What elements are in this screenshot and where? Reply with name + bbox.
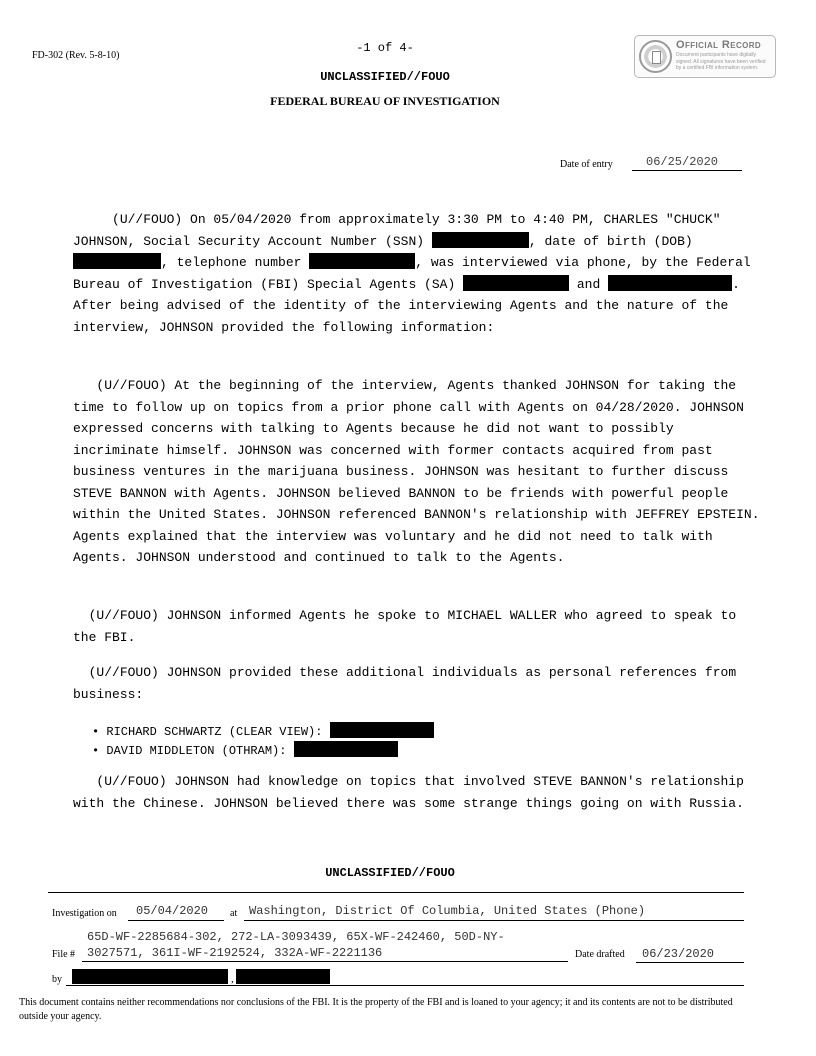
official-record-title: Official Record bbox=[676, 39, 762, 51]
file-number-line-2: 3027571, 361I-WF-2192524, 332A-WF-2221136 bbox=[87, 946, 383, 960]
paragraph-5: (U//FOUO) JOHNSON had knowledge on topics that involved STEVE BANNON's relationship with the Chinese. JOHNSON believed there was some strange things going on with Russia. bbox=[73, 774, 752, 811]
date-drafted-value: 06/23/2020 bbox=[642, 947, 715, 961]
location-underline bbox=[244, 920, 744, 921]
date-drafted-label: Date drafted bbox=[575, 949, 625, 960]
redaction-contact-2 bbox=[294, 741, 398, 757]
redaction-contact-1 bbox=[330, 722, 434, 738]
classification-header: UNCLASSIFIED//FOUO bbox=[320, 70, 450, 84]
paragraph-1 bbox=[73, 209, 763, 338]
p1-text-d: , was interviewed via phone, by the Federal Bureau of Investigation (FBI) Special Agents (SA) bbox=[73, 255, 759, 292]
investigation-label: Investigation on bbox=[52, 908, 117, 919]
date-of-entry-value: 06/25/2020 bbox=[632, 154, 742, 171]
redaction-phone bbox=[309, 253, 415, 269]
redaction-by-agent-2 bbox=[236, 969, 330, 984]
by-underline bbox=[66, 985, 744, 986]
disclaimer: This document contains neither recommendations nor conclusions of the FBI. It is the property of the FBI and is loaned to your agency; it and its contents are not to be distributed outside your agency. bbox=[19, 997, 733, 1022]
investigation-date: 05/04/2020 bbox=[136, 904, 209, 918]
at-label: at bbox=[230, 908, 238, 919]
file-number-line-1: 65D-WF-2285684-302, 272-LA-3093439, 65X-WF-242460, 50D-NY- bbox=[87, 930, 505, 944]
by-label: by bbox=[52, 974, 62, 985]
paragraph-4: (U//FOUO) JOHNSON provided these additional individuals as personal references from business: bbox=[73, 665, 744, 702]
p1-text-e: and bbox=[569, 276, 609, 292]
official-record-stamp bbox=[634, 35, 776, 78]
fbi-seal-icon bbox=[639, 40, 672, 73]
list-item: • DAVID MIDDLETON (OTHRAM): bbox=[92, 741, 434, 760]
page-number: -1 of 4- bbox=[356, 41, 414, 55]
by-separator: , bbox=[231, 973, 234, 985]
redaction-ssn bbox=[432, 232, 529, 248]
file-number-label: File # bbox=[52, 949, 76, 960]
p1-text-c: , telephone number bbox=[161, 255, 310, 270]
classification-footer: UNCLASSIFIED//FOUO bbox=[325, 866, 455, 880]
list-item: • RICHARD SCHWARTZ (CLEAR VIEW): bbox=[92, 722, 434, 741]
form-code: FD-302 (Rev. 5-8-10) bbox=[32, 50, 120, 61]
p1-text-a: (U//FOUO) On 05/04/2020 from approximately 3:30 PM to 4:40 PM, CHARLES "CHUCK" JOHNSON, Social Security Account Number (SSN) bbox=[73, 212, 729, 249]
p1-text-f: . After being advised of the identity of the interviewing Agents and the nature of the interview, JOHNSON provided the following information: bbox=[73, 276, 748, 335]
redaction-by-agent-1 bbox=[72, 969, 228, 984]
footer-divider bbox=[48, 892, 744, 893]
p1-text-b: , date of birth (DOB) bbox=[528, 233, 701, 249]
official-record-text: Document participants have digitally signed. All signatures have been verified by a certified FBI information system. bbox=[676, 52, 766, 71]
investigation-location: Washington, District Of Columbia, United States (Phone) bbox=[249, 904, 646, 918]
redaction-dob bbox=[73, 253, 161, 269]
date-drafted-underline bbox=[636, 962, 744, 963]
paragraph-2: (U//FOUO) At the beginning of the interview, Agents thanked JOHNSON for taking the time to follow up on topics from a prior phone call with Agents on 04/28/2020. JOHNSON expressed concerns with talking to Agents because he did not want to possibly incriminate himself. JOHNSON was concerned with former contacts acquired from past business ventures in the marijuana business. JOHNSON was hesitant to further discuss STEVE BANNON with Agents. JOHNSON believed BANNON to be friends with powerful people within the United States. JOHNSON referenced BANNON's relationship with JEFFREY EPSTEIN. Agents explained that the interview was voluntary and he did not need to talk with Agents. JOHNSON understood and continued to talk to the Agents. bbox=[73, 378, 768, 565]
paragraph-3: (U//FOUO) JOHNSON informed Agents he spoke to MICHAEL WALLER who agreed to speak to the FBI. bbox=[73, 608, 744, 645]
redaction-agent-2 bbox=[608, 275, 732, 291]
file-number-underline bbox=[82, 961, 568, 962]
investigation-date-underline bbox=[128, 920, 224, 921]
agency-title: FEDERAL BUREAU OF INVESTIGATION bbox=[270, 94, 500, 108]
date-of-entry-label: Date of entry bbox=[560, 159, 613, 170]
redaction-agent-1 bbox=[463, 275, 569, 291]
reference-list bbox=[92, 722, 434, 760]
